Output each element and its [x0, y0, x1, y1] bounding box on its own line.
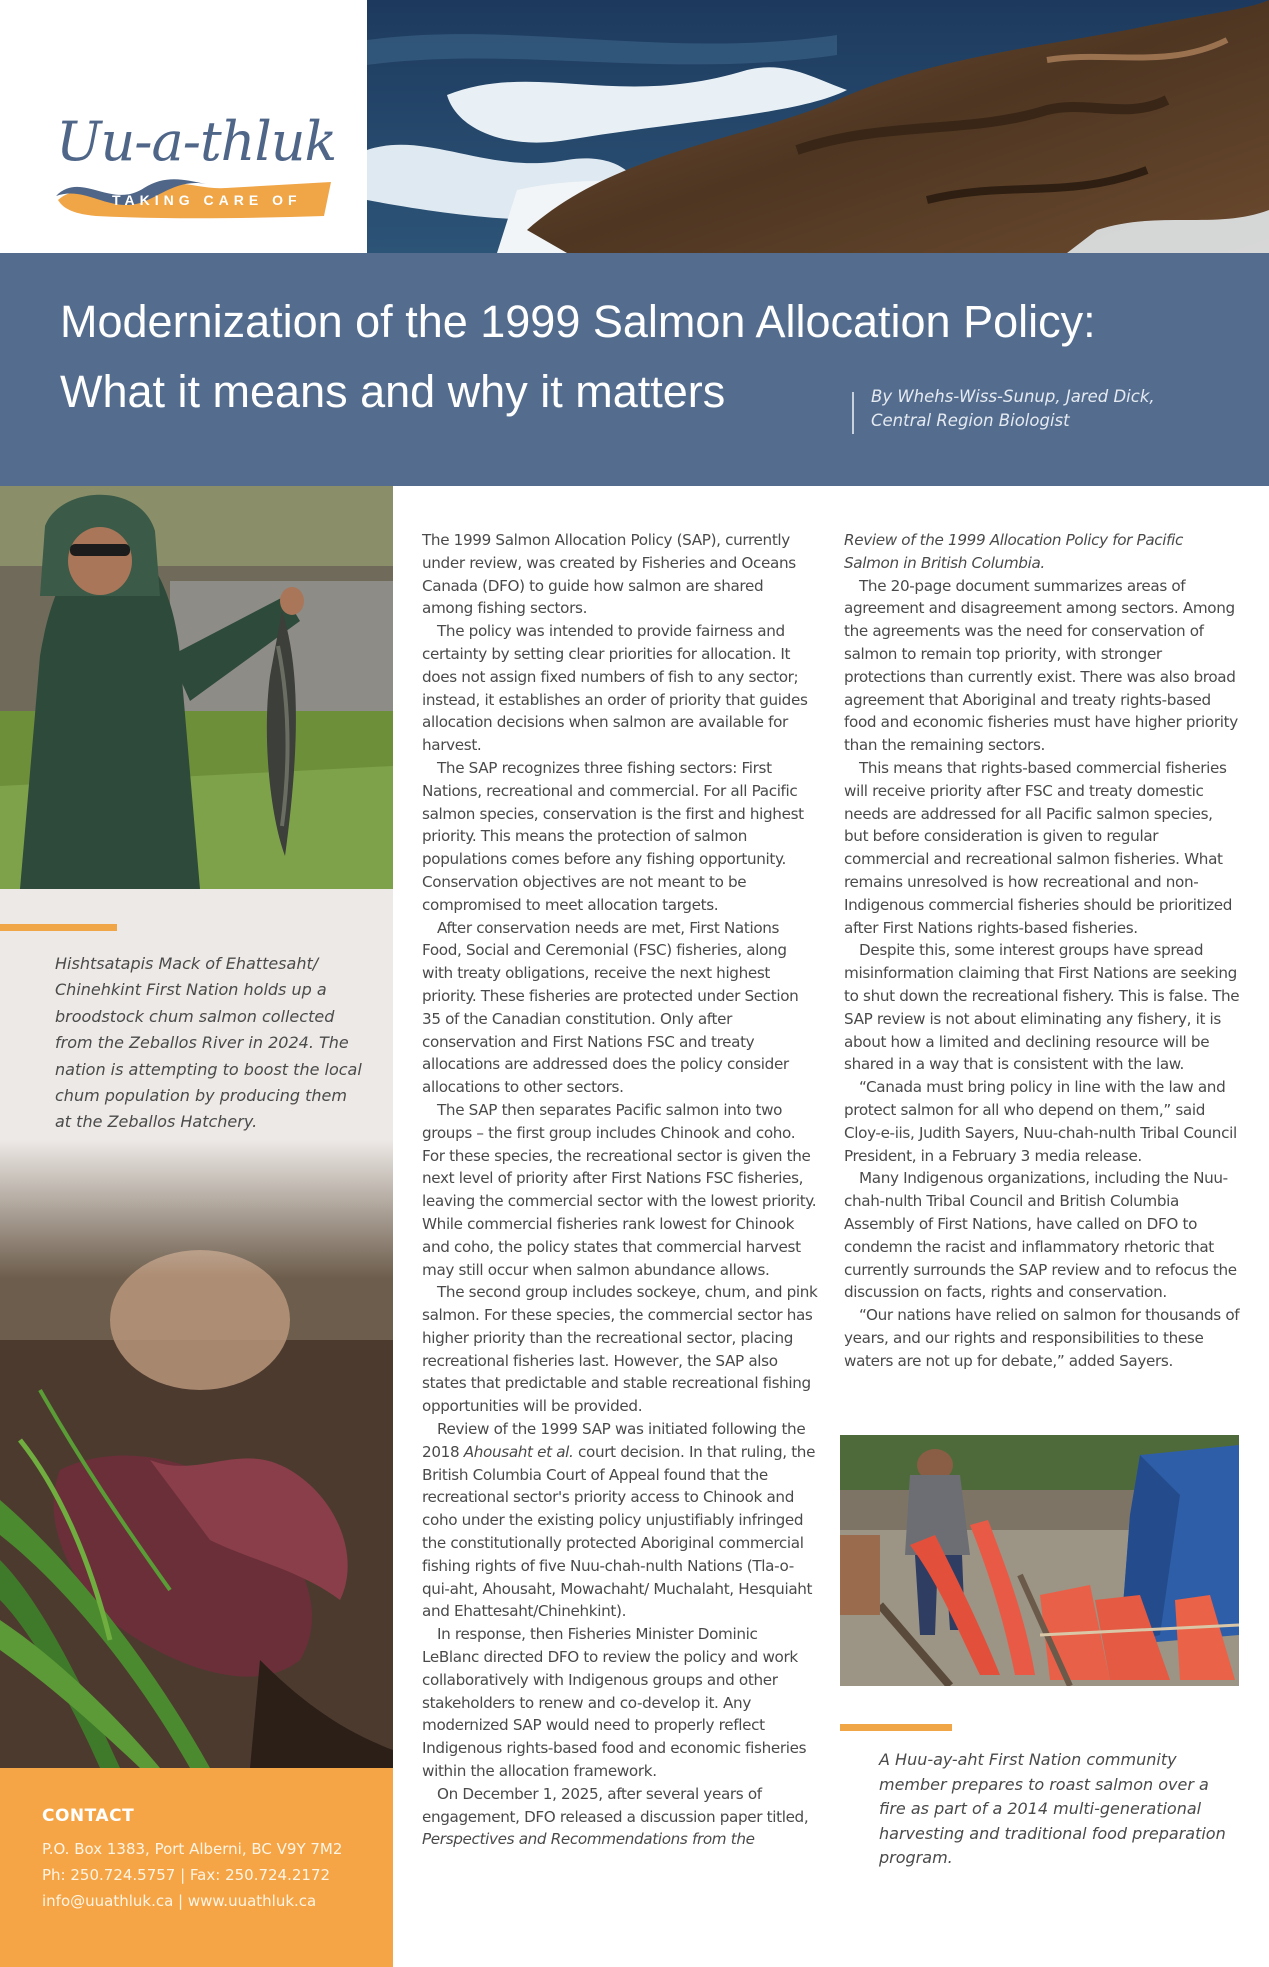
article-column-1	[422, 529, 818, 1851]
document-title-continued: Review of the 1999 Allocation Policy for Pacific Salmon in British Columbia.	[844, 531, 1184, 572]
contact-address: P.O. Box 1383, Port Alberni, BC V9Y 7M2	[42, 1840, 343, 1858]
byline-author: By Whehs-Wiss-Sunup, Jared Dick,	[871, 387, 1155, 406]
article-paragraph: Many Indigenous organizations, including the Nuu-chah-nulth Tribal Council and British Columbia Assembly of First Nations, have called on DFO to condemn the racist and inflammatory rhetoric that currently surrounds the SAP review and to refocus the discussion on facts, rights and conservation.	[844, 1169, 1237, 1302]
article-paragraph: The second group includes sockeye, chum, and pink salmon. For these species, the commercial sector has higher priority than the recreational sector, placing recreational fisheries last. However, the SAP also states that predictable and stable recreational fishing opportunities will be provided.	[422, 1283, 818, 1416]
byline-role: Central Region Biologist	[871, 411, 1070, 430]
text-run: On December 1, 2025, after several years of engagement, DFO released a discussion paper titled,	[422, 1784, 809, 1826]
document-title: Perspectives and Recommendations from the	[422, 1830, 755, 1849]
photo-roasting-salmon	[840, 1435, 1239, 1686]
headline-line-1: Modernization of the 1999 Salmon Allocation Policy:	[60, 296, 1096, 347]
logo-wordmark: Uu-a-thluk	[56, 110, 337, 173]
byline-divider	[852, 392, 854, 434]
article-paragraph: “Canada must bring policy in line with the law and protect salmon for all who depend on them,” said Cloy-e-iis, Judith Sayers, Nuu-chah-nulth Tribal Council President, in a February 3 media release.	[844, 1078, 1237, 1165]
contact-email-web: info@uuathluk.ca | www.uuathluk.ca	[42, 1892, 317, 1910]
article-paragraph	[422, 1783, 818, 1851]
caption-accent-bar	[0, 924, 117, 931]
article-paragraph: This means that rights-based commercial fisheries will receive priority after FSC and treaty domestic needs are addressed for all Pacific salmon species, but before consideration is given to regular commercial and recreational salmon fisheries. What remains unresolved is how recreational and non-Indigenous commercial fisheries should be prioritized after First Nations rights-based fisheries.	[844, 758, 1233, 937]
article-paragraph: After conservation needs are met, First Nations Food, Social and Ceremonial (FSC) fisheries, along with treaty obligations, receive the next highest priority. These fisheries are protected under Section 35 of the Canadian constitution. Only after conservation and First Nations FSC and treaty allocations are addressed does the policy consider allocations to other sectors.	[422, 918, 799, 1097]
article-paragraph: The 20-page document summarizes areas of agreement and disagreement among sectors. Among the agreements was the need for conservation of salmon to remain top priority, with stronger protections than currently exist. There was also broad agreement that Aboriginal and treaty rights-based food and economic fisheries must have higher priority than the remaining sectors.	[844, 576, 1238, 755]
article-paragraph: Despite this, some interest groups have spread misinformation claiming that First Nations are seeking to shut down the recreational fishery. This is false. The SAP review is not about eliminating any fishery, it is about how a limited and declining resource will be shared in a way that is consistent with the law.	[844, 941, 1240, 1074]
photo-caption-right: A Huu-ay-aht First Nation community member prepares to roast salmon over a fire as part of a 2014 multi-generational harvesting and traditional food preparation program.	[879, 1750, 1226, 1868]
article-paragraph: The SAP recognizes three fishing sectors: First Nations, recreational and commercial. For all Pacific salmon species, conservation is the first and highest priority. This means the protection of salmon populations comes before any fishing opportunity. Conservation objectives are not meant to be compromised to meet allocation targets.	[422, 758, 804, 914]
article-column-2	[844, 529, 1240, 1372]
logo-tagline: TAKING CARE OF	[112, 192, 302, 208]
contact-phone-fax: Ph: 250.724.5757 | Fax: 250.724.2172	[42, 1866, 331, 1884]
article-paragraph: The SAP then separates Pacific salmon into two groups – the first group includes Chinook and coho. For these species, the recreational sector is given the next level of priority after First Nations FSC fisheries, leaving the commercial sector with the lowest priority. While commercial fisheries rank lowest for Chinook and coho, the policy states that commercial harvest may still occur when salmon abundance allows.	[422, 1100, 817, 1279]
article-paragraph: The policy was intended to provide fairness and certainty by setting clear priorities for allocation. It does not assign fixed numbers of fish to any sector; instead, it establishes an order of priority that guides allocation decisions when salmon are available for harvest.	[422, 622, 808, 755]
case-name: Ahousaht et al.	[463, 1442, 574, 1461]
text-run: Review of the 1999 SAP was initiated following the 2018	[422, 1420, 806, 1461]
article-paragraph	[422, 1418, 818, 1623]
contact-heading: CONTACT	[42, 1806, 135, 1826]
logo	[0, 0, 367, 253]
text-run: court decision. In that ruling, the British Columbia Court of Appeal found that the recreational sector's priority access to Chinook and coho under the existing policy unjustifiably infringed the constitutionally protected Aboriginal commercial fishing rights of five Nuu-chah-nulth Nations (Tla-o-qui-aht, Ahousaht, Mowachaht/ Muchalaht, Hesquiaht and Ehattesaht/Chinehkint).	[422, 1442, 816, 1621]
hero-coastline-photo	[367, 0, 1269, 253]
headline-line-2: What it means and why it matters	[60, 366, 726, 417]
article-paragraph: In response, then Fisheries Minister Dominic LeBlanc directed DFO to review the policy and work collaboratively with Indigenous groups and other stakeholders to renew and co-develop it. Any modernized SAP would need to properly reflect Indigenous rights-based food and economic fisheries within the allocation framework.	[422, 1625, 807, 1781]
photo-caption-left: Hishtsatapis Mack of Ehattesaht/ Chinehkint First Nation holds up a broodstock chum salmon collected from the Zeballos River in 2024. The nation is attempting to boost the local chum population by producing them at the Zeballos Hatchery.	[55, 954, 362, 1132]
caption-accent-bar	[840, 1724, 952, 1731]
photo-fisher-holding-salmon	[0, 486, 393, 889]
article-paragraph: “Our nations have relied on salmon for thousands of years, and our rights and responsibilities to these waters are not up for debate,” added Sayers.	[844, 1306, 1240, 1370]
article-paragraph: The 1999 Salmon Allocation Policy (SAP), currently under review, was created by Fisheries and Oceans Canada (DFO) to guide how salmon are shared among fishing sectors.	[422, 531, 796, 618]
photo-kelp-seagrass	[0, 1140, 393, 1768]
